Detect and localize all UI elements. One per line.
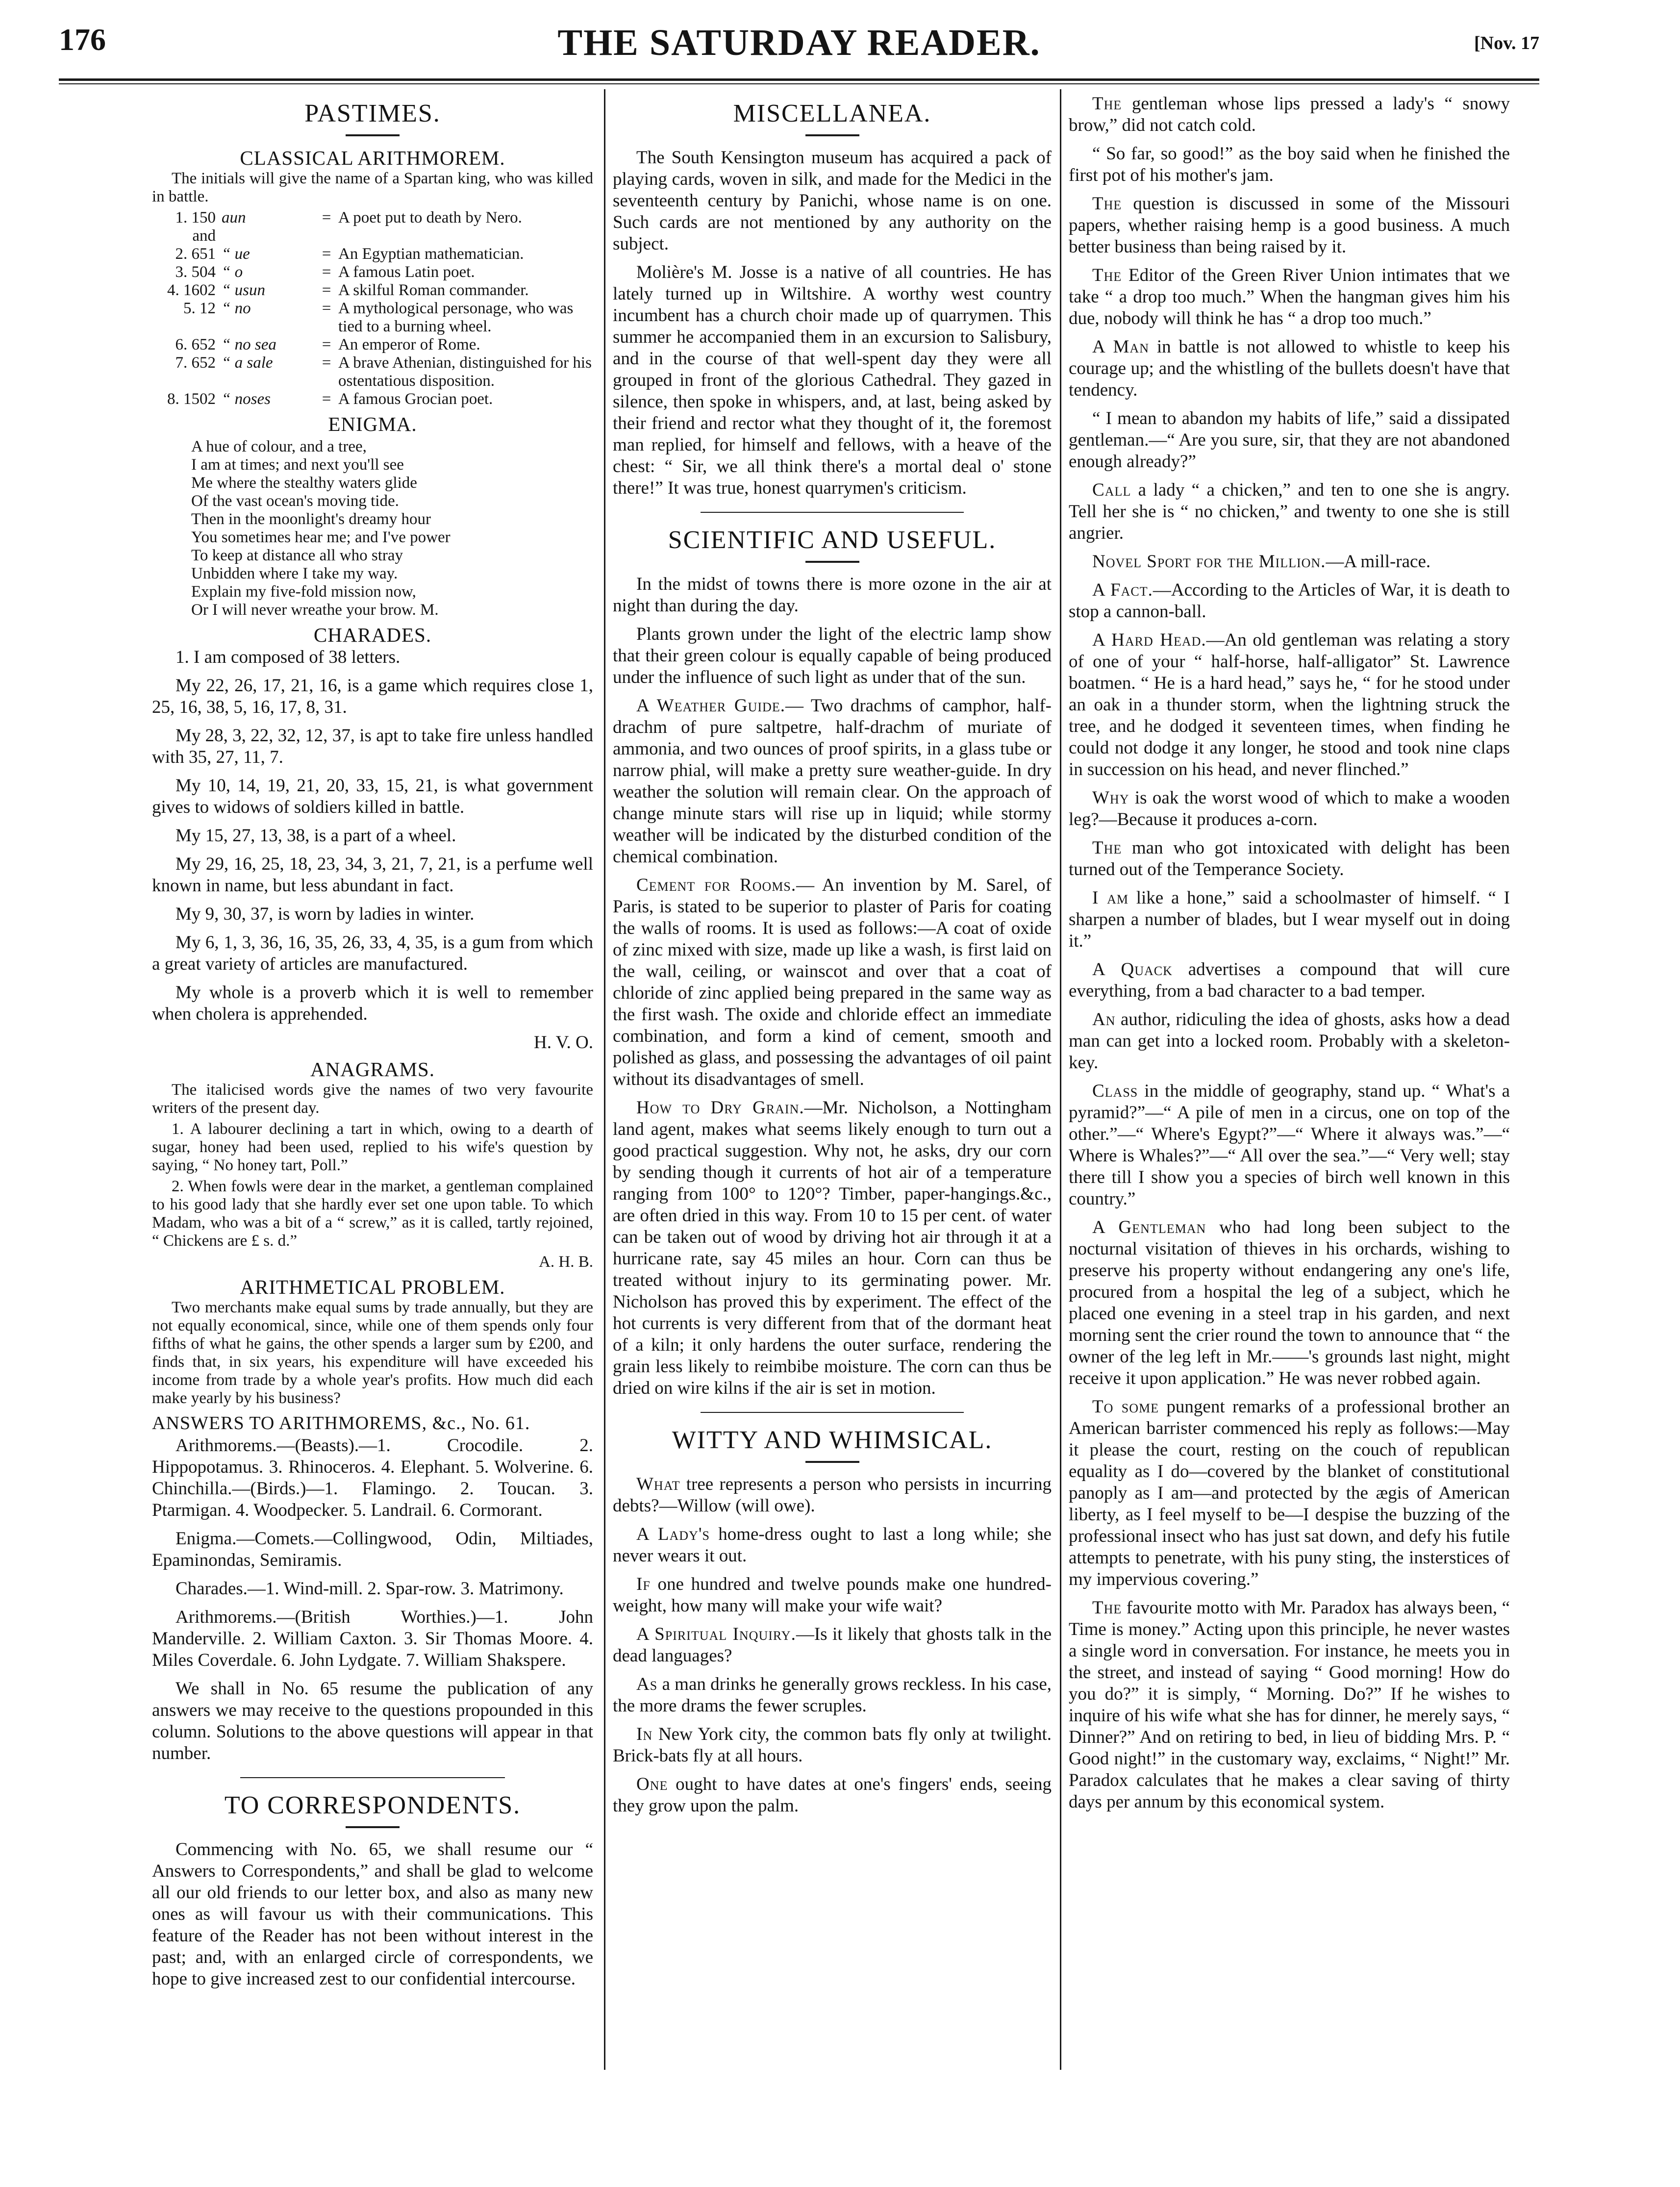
- item-number: 4. 1602: [167, 281, 216, 299]
- paragraph-lead: The: [1092, 838, 1122, 858]
- paragraph-lead: How to Dry Grain.: [636, 1098, 804, 1118]
- paragraph: My 10, 14, 19, 21, 20, 33, 15, 21, is what government gives to widows of soldiers killed in battle.: [152, 776, 593, 817]
- verse-line: Then in the moonlight's dreamy hour: [191, 510, 431, 528]
- page-header: [59, 22, 1539, 75]
- item-key: aun: [222, 209, 246, 226]
- list-item: [152, 354, 593, 390]
- paragraph: Molière's M. Josse is a native of all countries. He has lately turned up in Wiltshire. A worthy west country incumbent has a church choir made up of quarrymen. This summer he accompanied them in an excursion to Salisbury, and in the course of that well-spent day they were all grouped in front of the glorious Cathedral. They gazed in silence, then spoke in whispers, and, at last, being asked by their friend and rector what they thought of it, the foremost man replied, for himself and fellows, with a heave of the chest: “ Sir, we all think there's a mortal deal o' stone there!” It was true, honest quarrymen's criticism.: [613, 262, 1052, 498]
- item-description: An emperor of Rome.: [338, 336, 480, 353]
- paragraph: [1069, 1009, 1510, 1074]
- paragraph: Arithmorems.—(British Worthies.)—1. John Manderville. 2. William Caxton. 3. Sir Thomas Moore. 4. Miles Coverdale. 6. John Lydgate. 7. William Shakspere.: [152, 1607, 593, 1670]
- paragraph-text: in the middle of geography, stand up. “ What's a pyramid?”—“ A pile of men in a circus, one on top of the other.”—“ Where's Egypt?”—“ Where it always was.”—“ Where is Whales?”—“ All over the sea.”—“ Very well; stay there till I show you a species of birch well known in this country.”: [1069, 1081, 1510, 1209]
- section-heading-witty: WITTY AND WHIMSICAL.: [672, 1426, 993, 1454]
- paragraph-text: —An old gentleman was relating a story of one of your “ half-horse, half-alligator” St. Lawrence boatmen. “ He is a hard head,” says he, “ for he stood under an oak in a thunder storm, when the lightning struck the tree, and he dodged it seventeen times, when finding he could not dodge it any longer, he stood and took nine claps in succession on his head, and never flinched.”: [1069, 630, 1510, 779]
- item-equals: =: [322, 245, 331, 263]
- paragraph: [1069, 408, 1510, 473]
- paragraph-text: In the midst of towns there is more ozone in the air at night than during the day.: [613, 574, 1052, 616]
- paragraph: [613, 875, 1052, 1090]
- paragraph: [613, 1774, 1052, 1817]
- heading-rule: [805, 1461, 859, 1463]
- section-heading-scientific: SCIENTIFIC AND USEFUL.: [668, 526, 997, 554]
- paragraph: [613, 1097, 1052, 1399]
- paragraph: [613, 1724, 1052, 1767]
- paragraph: We shall in No. 65 resume the publication of any answers we may receive to the questions propounded in this column. Solutions to the above questions will appear in that number.: [152, 1679, 593, 1763]
- paragraph: [1069, 551, 1510, 573]
- paragraph: [613, 624, 1052, 688]
- paragraph: [1069, 579, 1510, 623]
- arithmorem-intro: The initials will give the name of a Spartan king, who was killed in battle.: [152, 170, 593, 205]
- paragraph-lead: A Lady's: [636, 1524, 710, 1544]
- answers-body: [152, 1435, 593, 1764]
- item-number: 3. 504: [175, 263, 216, 281]
- paragraph-text: in battle is not allowed to whistle to keep his courage up; and the whistling of the bullets doesn't have that tendency.: [1069, 337, 1510, 400]
- item-description: A mythological personage, who was tied to a burning wheel.: [338, 300, 574, 335]
- subheading-enigma: ENIGMA.: [328, 413, 417, 435]
- paragraph: My 15, 27, 13, 38, is a part of a wheel.: [176, 826, 456, 846]
- paragraph-text: man who got intoxicated with delight has been turned out of the Temperance Society.: [1069, 838, 1510, 880]
- paragraph-lead: I am: [1092, 888, 1128, 908]
- list-item: [152, 281, 593, 300]
- paragraph-lead: Why: [1092, 788, 1129, 808]
- item-key: “ no: [222, 300, 251, 317]
- paragraph-lead: The: [1092, 1598, 1122, 1618]
- column-divider: [1060, 89, 1061, 2070]
- charades-body: [152, 647, 593, 1025]
- page-number: 176: [59, 22, 106, 57]
- item-description: A skilful Roman commander.: [338, 281, 529, 299]
- paragraph-lead: The: [1092, 94, 1122, 114]
- paragraph: The italicised words give the names of two very favourite writers of the present day.: [152, 1081, 593, 1117]
- paragraph-lead: If: [636, 1574, 651, 1594]
- issue-date: [Nov. 17: [1474, 33, 1539, 53]
- item-number: 8. 1502: [167, 390, 216, 408]
- paragraph: [1069, 265, 1510, 329]
- verse-line: Unbidden where I take my way.: [191, 565, 398, 582]
- heading-rule: [805, 561, 859, 563]
- list-item: [152, 209, 593, 245]
- paragraph-text: a lady “ a chicken,” and ten to one she is angry. Tell her she is “ no chicken,” and twenty to one she is still angrier.: [1069, 480, 1510, 543]
- paragraph-text: Plants grown under the light of the electric lamp show that their green colour is equally capable of being produced under the influence of such light as under that of the sun.: [613, 624, 1052, 687]
- paragraph: [1069, 837, 1510, 880]
- paragraph-text: New York city, the common bats fly only at twilight. Brick-bats fly at all hours.: [613, 1724, 1052, 1766]
- paragraph: [1069, 959, 1510, 1002]
- subheading-answers: ANSWERS TO ARITHMOREMS, &c., No. 61.: [152, 1413, 530, 1433]
- paragraph: [1069, 1217, 1510, 1389]
- paragraph: Arithmorems.—(Beasts).—1. Crocodile. 2. Hippopotamus. 3. Rhinoceros. 4. Elephant. 5. Wolverine. 6. Chinchilla.—(Birds.)—1. Flamingo. 2. Toucan. 3. Ptarmigan. 4. Woodpecker. 5. Landrail. 6. Cormorant.: [152, 1435, 593, 1520]
- paragraph: [613, 574, 1052, 617]
- paragraph-lead: The: [1092, 194, 1122, 214]
- item-number: 6. 652: [175, 336, 216, 353]
- column-divider: [604, 89, 605, 2070]
- subheading-charades: CHARADES.: [313, 624, 432, 646]
- verse-line: Or I will never wreathe your brow. M.: [191, 601, 439, 619]
- paragraph-lead: A Spiritual Inquiry.: [636, 1624, 796, 1644]
- list-item: [152, 390, 593, 408]
- paragraph-text: “ So far, so good!” as the boy said when he finished the first pot of his mother's jam.: [1069, 144, 1510, 185]
- paragraph: The South Kensington museum has acquired a pack of playing cards, woven in silk, and made for the Medici in the seventeenth century by Panichi, whose name is on one. Such cards are not mentioned by any authority on the subject.: [613, 148, 1052, 254]
- column-miscellanea: [613, 93, 1052, 2074]
- heading-rule: [346, 1826, 400, 1828]
- item-key: “ no sea: [222, 336, 276, 353]
- list-item: [152, 263, 593, 281]
- charades-signature: H. V. O.: [534, 1032, 593, 1053]
- verse-line: Of the vast ocean's moving tide.: [191, 492, 399, 510]
- paragraph: [1069, 629, 1510, 780]
- item-equals: =: [322, 354, 331, 372]
- paragraph: [613, 1474, 1052, 1517]
- heading-rule: [805, 134, 859, 136]
- paragraph-text: like a hone,” said a schoolmaster of himself. “ I sharpen a number of blades, but I wear myself out in doing it.”: [1069, 888, 1510, 951]
- paragraph-text: question is discussed in some of the Missouri papers, whether raising hemp is a good business. A much better business than being raised by it.: [1069, 194, 1510, 257]
- paragraph: My 9, 30, 37, is worn by ladies in winter.: [176, 904, 475, 924]
- miscellanea-body: [613, 147, 1052, 499]
- paragraph: [613, 1674, 1052, 1717]
- enigma-verse: [152, 438, 593, 619]
- paragraph-text: pungent remarks of a professional brother an American barrister commenced his reply as follows:—May it please the court, resting on the couch of republican equality as I do—covered by the blanket of constitutional panoply as I am—and protected by the ægis of American liberty, as I feel myself to be—I despise the buzzing of the professional insect who has just sat down, and defy his futile attempts to penetrate, with his puny sting, the insterstices of my impervious covering.”: [1069, 1397, 1510, 1589]
- item-description: A brave Athenian, distinguished for his ostentatious disposition.: [338, 354, 592, 390]
- paragraph-text: “ I mean to abandon my habits of life,” said a dissipated gentleman.—“ Are you sure, sir, that they are not abandoned enough already?”: [1069, 408, 1510, 472]
- paragraph: [1069, 336, 1510, 401]
- paragraph-text: gentleman whose lips pressed a lady's “ snowy brow,” did not catch cold.: [1069, 94, 1510, 135]
- paragraph: Charades.—1. Wind-mill. 2. Spar-row. 3. Matrimony.: [176, 1579, 564, 1599]
- item-description: A famous Grocian poet.: [338, 390, 493, 408]
- paragraph-text: home-dress ought to last a long while; she never wears it out.: [613, 1524, 1052, 1566]
- column-witty-continued: [1069, 93, 1510, 2074]
- section-separator: [240, 1777, 505, 1778]
- paragraph-lead: What: [636, 1474, 680, 1494]
- verse-line: You sometimes hear me; and I've power: [191, 528, 451, 546]
- paragraph-text: is oak the worst wood of which to make a wooden leg?—Because it produces a-corn.: [1069, 788, 1510, 830]
- paragraph-lead: A Weather Guide.: [636, 696, 785, 716]
- item-number: 1. 150 and: [175, 209, 216, 245]
- paragraph-text: author, ridiculing the idea of ghosts, asks how a dead man can get into a locked room. Probably with a skeleton-key.: [1069, 1009, 1510, 1073]
- section-heading-miscellanea: MISCELLANEA.: [733, 100, 931, 127]
- paragraph: [613, 1524, 1052, 1567]
- verse-line: To keep at distance all who stray: [191, 547, 403, 564]
- item-key: “ o: [222, 263, 243, 281]
- paragraph: My 6, 1, 3, 36, 16, 35, 26, 33, 4, 35, is a gum from which a great variety of articles are manufactured.: [152, 932, 593, 974]
- scientific-body: [613, 574, 1052, 1399]
- paragraph-text: advertises a compound that will cure everything, from a bad character to a bad temper.: [1069, 959, 1510, 1001]
- paragraph: [613, 1574, 1052, 1617]
- item-key: “ usun: [222, 281, 265, 299]
- paragraph: [1069, 479, 1510, 544]
- item-equals: =: [322, 281, 331, 299]
- paragraph-text: tree represents a person who persists in incurring debts?—Willow (will owe).: [613, 1474, 1052, 1516]
- paragraph-lead: Call: [1092, 480, 1131, 500]
- paragraph-lead: An: [1092, 1009, 1116, 1030]
- column-pastimes: [152, 93, 593, 2074]
- paragraph-lead: As: [636, 1674, 658, 1694]
- paragraph-text: who had long been subject to the nocturnal visitation of thieves in his orchards, wishing to preserve his property without endangering any one's life, procured from a hospital the leg of a subject, which he placed one evening in a steel trap in his garden, and next morning sent the crier round the town to announce that “ the owner of the leg left in Mr.——'s grounds last night, might receive it upon application.” He was never robbed again.: [1069, 1217, 1510, 1388]
- paragraph: 2. When fowls were dear in the market, a gentleman complained to his good lady that she hardly ever set one upon table. To which Madam, who was a bit of a “ screw,” as it is called, tartly rejoined, “ Chickens are £ s. d.”: [152, 1178, 593, 1250]
- item-equals: =: [322, 263, 331, 281]
- paragraph-lead: A Man: [1092, 337, 1149, 357]
- section-separator: [701, 512, 964, 513]
- paragraph: [1069, 1597, 1510, 1813]
- paragraph-lead: To some: [1092, 1397, 1159, 1417]
- item-equals: =: [322, 336, 331, 353]
- item-key: “ a sale: [222, 354, 273, 372]
- item-number: 7. 652: [175, 354, 216, 372]
- paragraph: [1069, 193, 1510, 258]
- paragraph-text: —Mr. Nicholson, a Nottingham land agent, makes what seems likely enough to turn out a good practical suggestion. Why not, he asks, dry our corn by sending though it currents of hot air of a temperature ranging from 100° to 120°? Timber, paper-hangings.&c., are often dried in this way. From 10 to 15 per cent. of water can be taken out of wood by driving hot air through it at a hurricane rate, say 45 miles an hour. Corn can thus be treated without injury to its germinating power. Mr. Nicholson has proved this by experiment. The effect of the hot currents is very different from that of the dormant heat of a kiln; it only hardens the outer surface, rendering the grain less likely to reimbibe moisture. The corn can thus be dried on wire kilns if the air is set in motion.: [613, 1098, 1052, 1398]
- paragraph-lead: In: [636, 1724, 653, 1744]
- item-equals: =: [322, 390, 331, 408]
- paragraph-text: favourite motto with Mr. Paradox has always been, “ Time is money.” Acting upon this principle, he never wastes a single word in conversation. For instance, he meets you in the street, and instead of saying “ Good morning! How do you do?” it is simply, “ Morning. Do?” If he wishes to inquire of his wife what she has for dinner, he merely says, “ Dinner?” And on retiring to bed, in lieu of bidding Mrs. P. “ Good night!” in the customary way, exclaims, “ Night!” Mr. Paradox calculates that he makes a clear saving of thirty days per annum by this economical system.: [1069, 1598, 1510, 1812]
- paragraph: My 28, 3, 22, 32, 12, 37, is apt to take fire unless handled with 35, 27, 11, 7.: [152, 726, 593, 767]
- paragraph-lead: Cement for Rooms.: [636, 875, 797, 895]
- anagrams-body: [152, 1081, 593, 1250]
- paragraph-lead: Class: [1092, 1081, 1138, 1101]
- paragraph-lead: A Hard Head.: [1092, 630, 1206, 650]
- item-equals: =: [322, 300, 331, 317]
- paragraph-lead: The: [1092, 265, 1122, 285]
- subheading-problem: ARITHMETICAL PROBLEM.: [240, 1276, 505, 1298]
- section-heading-correspondents: TO CORRESPONDENTS.: [224, 1791, 521, 1819]
- paragraph-lead: A Quack: [1092, 959, 1173, 980]
- paragraph: [613, 695, 1052, 868]
- paragraph: Enigma.—Comets.—Collingwood, Odin, Miltiades, Epaminondas, Semiramis.: [152, 1529, 593, 1570]
- arithmorem-list: [152, 209, 593, 408]
- paragraph-lead: A Gentleman: [1092, 1217, 1206, 1237]
- item-number: 2. 651: [175, 245, 216, 263]
- paragraph: [1069, 143, 1510, 186]
- paragraph: [1069, 887, 1510, 952]
- list-item: [152, 300, 593, 336]
- masthead-title: THE SATURDAY READER.: [557, 22, 1041, 63]
- heading-rule: [346, 134, 400, 136]
- paragraph: My 22, 26, 17, 21, 16, is a game which requires close 1, 25, 16, 38, 5, 16, 17, 8, 31.: [152, 676, 593, 717]
- header-rule-thin: [59, 83, 1539, 84]
- verse-line: Me where the stealthy waters glide: [191, 474, 417, 492]
- verse-line: A hue of colour, and a tree,: [191, 438, 367, 455]
- paragraph-lead: Novel Sport for the Million.: [1092, 552, 1326, 572]
- item-equals: =: [322, 209, 331, 226]
- list-item: [152, 336, 593, 354]
- paragraph-text: —A mill-race.: [1326, 552, 1431, 572]
- witty-continued-body: [1069, 93, 1510, 1813]
- paragraph-text: — Two drachms of camphor, half-drachm of pure saltpetre, half-drachm of muriate of ammonia, and two ounces of proof spirits, in a glass tube or narrow phial, will make a pretty sure weather-guide. In dry weather the solution will remain clear. On the approach of change minute stars will rise up in liquid; while stormy weather will be indicated by the disturbed condition of the chemical combination.: [613, 696, 1052, 867]
- item-key: “ noses: [222, 390, 271, 408]
- paragraph-text: one hundred and twelve pounds make one hundred-weight, how many will make your wife wait?: [613, 1574, 1052, 1616]
- paragraph: My 29, 16, 25, 18, 23, 34, 3, 21, 7, 21, is a perfume well known in name, but less abundant in fact.: [152, 854, 593, 896]
- correspondents-text: Commencing with No. 65, we shall resume our “ Answers to Correspondents,” and shall be glad to welcome all our old friends to our letter box, and also as many new ones as will favour us with their communications. This feature of the Reader has not been without interest in the past; and, with an enlarged circle of correspondents, we hope to give increased zest to our confidential intercourse.: [152, 1839, 593, 1989]
- subheading-arithmorem: CLASSICAL ARITHMOREM.: [240, 147, 505, 169]
- item-description: A famous Latin poet.: [338, 263, 475, 281]
- paragraph-text: Editor of the Green River Union intimates that we take “ a drop too much.” When the hangman gives him his due, nobody will think he has “ a drop too much.”: [1069, 265, 1510, 328]
- paragraph-lead: One: [636, 1774, 668, 1794]
- paragraph-text: a man drinks he generally grows reckless. In his case, the more drams the fewer scruples.: [613, 1674, 1052, 1716]
- paragraph-text: ought to have dates at one's fingers' ends, seeing they grow upon the palm.: [613, 1774, 1052, 1816]
- paragraph-text: —Is it likely that ghosts talk in the dead languages?: [613, 1624, 1052, 1666]
- paragraph: [613, 1624, 1052, 1667]
- item-description: An Egyptian mathematician.: [338, 245, 524, 263]
- section-separator: [701, 1412, 964, 1413]
- section-heading-pastimes: PASTIMES.: [304, 100, 441, 127]
- problem-text: Two merchants make equal sums by trade annually, but they are not equally economical, since, while one of them spends only four fifths of what he gains, the other spends a larger sum by £200, and finds that, in six years, his expenditure will have exceeded his income from trade by a whole year's profits. How much did each make yearly by his business?: [152, 1299, 593, 1407]
- witty-body: [613, 1474, 1052, 1817]
- paragraph: [1069, 1081, 1510, 1210]
- paragraph-lead: A Fact.: [1092, 580, 1153, 600]
- paragraph-text: —According to the Articles of War, it is death to stop a cannon-ball.: [1069, 580, 1510, 622]
- paragraph: 1. I am composed of 38 letters.: [176, 647, 401, 667]
- paragraph: [1069, 93, 1510, 136]
- paragraph: [1069, 787, 1510, 830]
- paragraph: My whole is a proverb which it is well to remember when cholera is apprehended.: [152, 982, 593, 1024]
- paragraph: [1069, 1396, 1510, 1590]
- verse-line: Explain my five-fold mission now,: [191, 583, 416, 601]
- item-description: A poet put to death by Nero.: [338, 209, 522, 226]
- item-key: “ ue: [222, 245, 250, 263]
- list-item: [152, 245, 593, 263]
- paragraph: 1. A labourer declining a tart in which, owing to a dearth of sugar, honey had been used, replied to his wife's question by saying, “ No honey tart, Poll.”: [152, 1120, 593, 1174]
- header-rule: [59, 78, 1539, 81]
- anagrams-signature: A. H. B.: [539, 1253, 593, 1271]
- subheading-anagrams: ANAGRAMS.: [310, 1058, 435, 1081]
- paragraph-text: — An invention by M. Sarel, of Paris, is stated to be superior to plaster of Paris for coating the walls of rooms. It is used as follows:—A coat of oxide of zinc mixed with size, made up like a wash, is first laid on the wall, ceiling, or wainscot and over that a coat of chloride of zinc applied being prepared in the same way as the first wash. The oxide and chloride effect an immediate combination, and form a kind of cement, smooth and polished as glass, and possessing the advantages of oil paint without its disadvantages of smell.: [613, 875, 1052, 1089]
- item-number: 5. 12: [183, 300, 216, 317]
- verse-line: I am at times; and next you'll see: [191, 456, 404, 474]
